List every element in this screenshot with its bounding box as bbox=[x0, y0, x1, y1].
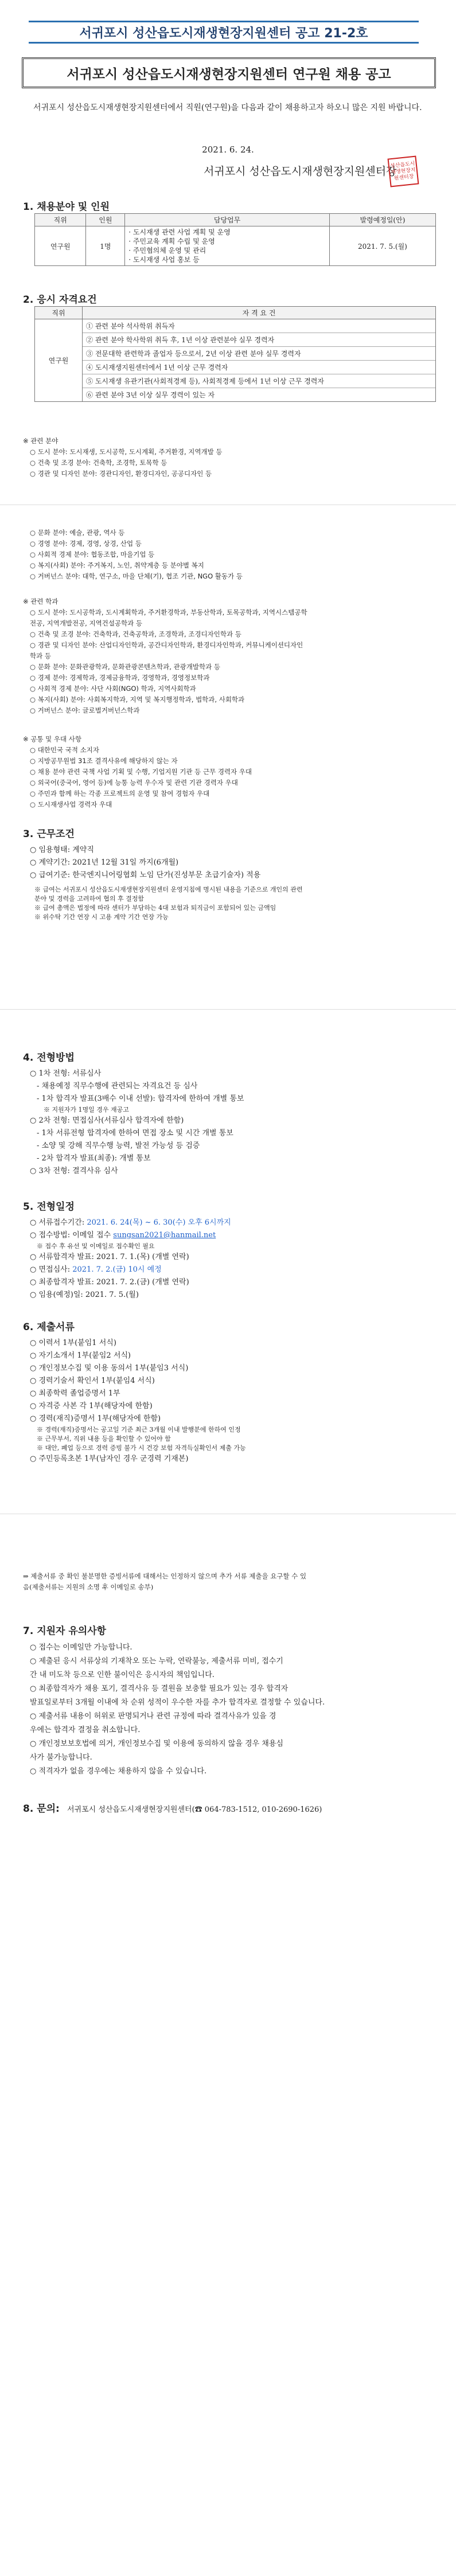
list-item: ○ 채용 분야 관련 국책 사업 기획 및 수행, 기업지원 기관 등 근무 경력자 우대 bbox=[30, 768, 252, 776]
section-7-title: 7. 지원자 유의사항 bbox=[23, 1625, 107, 1637]
list-item: ○ 개인정보보호법에 의거, 개인정보수집 및 이용에 동의하지 않을 경우 채용심 bbox=[30, 1740, 283, 1748]
notice-date: 2021. 6. 24. bbox=[202, 144, 254, 155]
list-item: 우에는 합격자 결정을 취소합니다. bbox=[30, 1726, 141, 1734]
list-item: ○ 문화 분야: 예술, 관광, 역사 등 bbox=[30, 529, 125, 537]
note-item: ※ 대안, 폐업 등으로 경력 증빙 불가 시 건강 보험 자격득실확인서 제출 가능 bbox=[37, 1444, 246, 1452]
list-item: ○ 외국어(중국어, 영어 등)에 능통 능력 우수자 및 관련 기관 경력자 우대 bbox=[30, 779, 238, 787]
requirement-item: ③ 전문대학 관련학과 졸업자 등으로서, 2년 이상 관련 분야 실무 경력자 bbox=[83, 347, 435, 361]
list-item: 전공, 지역개발전공, 지역건설공학과 등 bbox=[30, 619, 143, 627]
section-3-title: 3. 근무조건 bbox=[23, 828, 75, 840]
list-item: ○ 최종합격자가 채용 포기, 결격사유 등 결원을 보충할 필요가 있는 경우 합격자 bbox=[30, 1684, 289, 1693]
notice-line: 음(제출서류는 지원의 소명 후 이메일로 송부) bbox=[23, 1583, 154, 1591]
list-item: ○ 건축 및 조경 분야: 건축학과, 건축공학과, 조경학과, 조경디자인학과 등 bbox=[30, 630, 241, 638]
list-item: ○ 경영 분야: 경제, 경영, 상경, 산업 등 bbox=[30, 540, 142, 548]
note-item: 분야 및 경력을 고려하여 협의 후 결정함 bbox=[34, 895, 144, 902]
position-cell: 연구원 bbox=[35, 319, 83, 402]
requirement-item: ④ 도시재생지원센터에서 1년 이상 근무 경력자 bbox=[83, 361, 435, 374]
list-item: ○ 경관 및 디자인 분야: 경관디자인, 환경디자인, 공공디자인 등 bbox=[30, 470, 212, 478]
list-item: ○ 임용형태: 계약직 bbox=[30, 846, 94, 854]
duty-item: · 주민교육 계획 수립 및 운영 bbox=[128, 237, 215, 245]
list-item: 사가 불가능합니다. bbox=[30, 1753, 92, 1762]
duties-cell bbox=[125, 226, 330, 266]
list-item: ○ 주민등록초본 1부(남자인 경우 군경력 기재본) bbox=[30, 1455, 189, 1463]
list-item: 간 내 미도착 등으로 인한 불이익은 응시자의 책임입니다. bbox=[30, 1671, 215, 1679]
list-item: ○ 경관 및 디자인 분야: 산업디자인학과, 공간디자인학과, 환경디자인학과, 커뮤니케이션디자인 bbox=[30, 641, 303, 649]
requirement-item: ⑥ 관련 분야 3년 이상 실무 경력이 있는 자 bbox=[86, 391, 215, 399]
list-item: ○ 계약기간: 2021년 12월 31일 까지(6개월) bbox=[30, 858, 179, 867]
list-item: ○ 제출서류 내용이 허위로 판명되거나 관련 규정에 따라 결격사유가 있을 경 bbox=[30, 1712, 276, 1721]
documents-notice bbox=[23, 1571, 436, 1593]
list-item: ○ 사회적 경제 분야: 사단 사회(NGO) 학과, 지역사회학과 bbox=[30, 685, 196, 693]
list-item: ○ 제출된 응시 서류상의 기재착오 또는 누락, 연락불능, 제출서류 미비, 접수기 bbox=[30, 1657, 283, 1666]
applicant-notes bbox=[23, 1641, 436, 1778]
list-item: ○ 복지(사회) 분야: 사회복지학과, 지역 및 복지행정학과, 법학과, 사회학과 bbox=[30, 695, 245, 703]
list-item: ○ 건축 및 조경 분야: 건축학, 조경학, 토목학 등 bbox=[30, 459, 167, 467]
list-item: ○ 도시재생사업 경력자 우대 bbox=[30, 800, 112, 808]
list-item: - 2차 합격자 발표(최종): 개별 통보 bbox=[37, 1154, 151, 1163]
list-item: - 1차 합격자 발표(3배수 이내 선발): 합격자에 한하여 개별 통보 bbox=[37, 1094, 244, 1103]
selection-method bbox=[23, 1068, 436, 1178]
list-item: ○ 서류합격자 발표: 2021. 7. 1.(목) (개별 연락) bbox=[30, 1253, 189, 1261]
list-item: ○ 도시 분야: 도시재생, 도시공학, 도시계획, 주거환경, 지역개발 등 bbox=[30, 448, 223, 456]
contact-text: 서귀포시 성산읍도시재생현장지원센터(☎ 064-783-1512, 010-2690-1626) bbox=[67, 1805, 322, 1814]
list-item: ○ 임용(예정)일: 2021. 7. 5.(월) bbox=[30, 1291, 139, 1299]
list-item: ○ 서류접수기간: 2021. 6. 24(목) ~ 6. 30(수) 오후 6시까지 bbox=[30, 1218, 231, 1227]
position-cell: 연구원 bbox=[35, 226, 86, 266]
list-item: ○ 면접심사: 2021. 7. 2.(금) 10시 예정 bbox=[30, 1265, 162, 1274]
table-header: 담당업무 bbox=[125, 214, 330, 226]
email-link[interactable]: sungsan2021@hanmail.net bbox=[113, 1231, 216, 1240]
list-item: ○ 급여기준: 한국엔지니어링협회 노임 단가(진성부문 초급기술자) 적용 bbox=[30, 871, 261, 879]
related-fields-continued bbox=[23, 527, 436, 582]
page-title: 서귀포시 성산읍도시재생현장지원센터 연구원 채용 공고 bbox=[22, 57, 436, 88]
list-item: 학과 등 bbox=[30, 652, 51, 660]
seal-stamp: 성산읍도시재생현장지원센터장 bbox=[388, 156, 419, 187]
start-date-cell: 2021. 7. 5.(월) bbox=[329, 226, 435, 266]
section-8-title: 8. 문의: bbox=[23, 1803, 60, 1815]
list-item: ○ 대한민국 국적 소지자 bbox=[30, 746, 99, 754]
list-item: ○ 자기소개서 1부(붙임2 서식) bbox=[30, 1351, 131, 1360]
note-item: ※ 위수탁 기간 연장 시 고용 계약 기간 연장 가능 bbox=[34, 913, 169, 921]
note-item: ※ 경력(재직)증명서는 공고일 기준 최근 3개월 이내 발행분에 한하여 인정 bbox=[37, 1426, 241, 1433]
note-item: ※ 접수 후 유선 및 이메일로 접수확인 필요 bbox=[37, 1242, 155, 1250]
requirements-table bbox=[34, 306, 436, 402]
list-heading: ※ 공통 및 우대 사항 bbox=[23, 735, 82, 743]
list-item: ○ 2차 전형: 면접심사(서류심사 합격자에 한함) bbox=[30, 1116, 184, 1125]
common-preferences bbox=[23, 734, 436, 810]
count-cell: 1명 bbox=[86, 226, 125, 266]
list-item: ○ 문화 분야: 문화관광학과, 문화관광콘텐츠학과, 관광개발학과 등 bbox=[30, 663, 220, 671]
positions-table bbox=[34, 213, 436, 266]
requirement-item: ② 관련 분야 학사학위 취득 후, 1년 이상 관련분야 실무 경력자 bbox=[83, 333, 435, 347]
list-item: ○ 적격자가 없을 경우에는 채용하지 않을 수 있습니다. bbox=[30, 1767, 207, 1776]
list-item: ○ 접수방법: 이메일 접수 sungsan2021@hanmail.net bbox=[30, 1231, 216, 1240]
related-majors bbox=[23, 596, 436, 716]
notice-line: ⇒ 제출서류 중 확인 불분명한 증빙서류에 대해서는 인정하지 않으며 추가 서류 제출을 요구할 수 있 bbox=[23, 1572, 307, 1580]
note-item: ※ 지원자가 1명일 경우 재공고 bbox=[44, 1106, 129, 1113]
intro-text: 서귀포시 성산읍도시재생현장지원센터에서 직원(연구원)을 다음과 같이 채용하고자 하오니 많은 지원 바랍니다. bbox=[33, 103, 422, 112]
list-item: ○ 지방공무원법 31조 결격사유에 해당하지 않는 자 bbox=[30, 757, 178, 765]
list-item: ○ 1차 전형: 서류심사 bbox=[30, 1069, 102, 1078]
list-item: ○ 이력서 1부(붙임1 서식) bbox=[30, 1339, 116, 1347]
duty-item: · 도시재생 관련 사업 계획 및 운영 bbox=[128, 228, 231, 236]
list-item: ○ 경제 분야: 경제학과, 경제금융학과, 경영학과, 경영정보학과 bbox=[30, 674, 210, 682]
note-item: ※ 급여는 서귀포시 성산읍도시재생현장지원센터 운영지침에 명시된 내용을 기준으로 개인의 관련 bbox=[34, 886, 303, 893]
note-item: ※ 급여 총액은 법정에 따라 센터가 부담하는 4대 보험과 퇴직금이 포함되어 있는 금액임 bbox=[34, 904, 276, 912]
schedule bbox=[23, 1217, 436, 1301]
requirements-cell bbox=[83, 319, 436, 402]
contact bbox=[23, 1800, 436, 1815]
page-divider bbox=[0, 1009, 456, 1010]
section-2-title: 2. 응시 자격요건 bbox=[23, 294, 97, 306]
requirement-item: ① 관련 분야 석사학위 취득자 bbox=[83, 319, 435, 333]
list-item: ○ 사회적 경제 분야: 협동조합, 마을기업 등 bbox=[30, 550, 155, 558]
list-item: ○ 복지(사회) 분야: 주거복지, 노인, 취약계층 등 분야별 복지 bbox=[30, 561, 204, 569]
table-header: 직위 bbox=[35, 307, 83, 319]
list-item: ○ 최종학력 졸업증명서 1부 bbox=[30, 1389, 120, 1398]
list-item: ○ 거버넌스 분야: 대학, 연구소, 마을 단체(기), 협조 기관, NGO 활동가 등 bbox=[30, 572, 243, 580]
requirement-item: ⑤ 도시재생 유관기관(사회적경제 등), 사회적경제 등에서 1년 이상 근무 경력자 bbox=[83, 374, 435, 388]
table-header: 자 격 요 건 bbox=[83, 307, 436, 319]
list-item: ○ 경력(재직)증명서 1부(해당자에 한함) bbox=[30, 1414, 161, 1423]
list-item: ○ 접수는 이메일만 가능합니다. bbox=[30, 1643, 132, 1652]
list-item: ○ 3차 전형: 결격사유 심사 bbox=[30, 1167, 118, 1175]
list-item: ○ 최종합격자 발표: 2021. 7. 2.(금) (개별 연락) bbox=[30, 1278, 189, 1287]
work-conditions bbox=[23, 844, 436, 922]
list-item: ○ 도시 분야: 도시공학과, 도시계획학과, 주거환경학과, 부동산학과, 토목공학과, 지역시스템공학 bbox=[30, 608, 307, 616]
list-heading: ※ 관련 학과 bbox=[23, 597, 59, 605]
list-item: ○ 개인정보수집 및 이용 동의서 1부(붙임3 서식) bbox=[30, 1364, 189, 1373]
related-fields bbox=[23, 436, 436, 479]
list-item: - 1차 서류전형 합격자에 한하여 면접 장소 및 시간 개별 통보 bbox=[37, 1129, 233, 1137]
duty-item: · 주민협의체 운영 및 관리 bbox=[128, 247, 206, 255]
list-item: 발표일로부터 3개월 이내에 차 순위 성적이 우수한 자를 추가 합격자로 결정할 수 있습니다. bbox=[30, 1698, 325, 1707]
note-item: ※ 근무부서, 직위 내용 등을 확인할 수 있어야 함 bbox=[37, 1435, 171, 1443]
section-4-title: 4. 전형방법 bbox=[23, 1052, 75, 1064]
table-header: 발령예정일(안) bbox=[329, 214, 435, 226]
section-1-title: 1. 채용분야 및 인원 bbox=[23, 201, 110, 213]
section-5-title: 5. 전형일정 bbox=[23, 1201, 75, 1213]
notice-number: 서귀포시 성산읍도시재생현장지원센터 공고 21-2호 bbox=[29, 21, 419, 44]
list-item: ○ 경력기술서 확인서 1부(붙임4 서식) bbox=[30, 1377, 155, 1385]
list-item: ○ 자격증 사본 각 1부(해당자에 한함) bbox=[30, 1402, 153, 1410]
table-header: 인원 bbox=[86, 214, 125, 226]
list-item: ○ 주민과 함께 하는 각종 프로젝트의 운영 및 참여 경험자 우대 bbox=[30, 789, 210, 798]
list-item: ○ 거버넌스 분야: 글로벌거버넌스학과 bbox=[30, 706, 140, 714]
required-documents bbox=[23, 1337, 436, 1465]
list-item: - 채용예정 직무수행에 관련되는 자격요건 등 심사 bbox=[37, 1082, 198, 1090]
table-header: 직위 bbox=[35, 214, 86, 226]
organization-name: 서귀포시 성산읍도시재생현장지원센터장 bbox=[204, 165, 397, 178]
section-6-title: 6. 제출서류 bbox=[23, 1322, 75, 1333]
duty-item: · 도시재생 사업 홍보 등 bbox=[128, 256, 200, 264]
list-heading: ※ 관련 분야 bbox=[23, 437, 59, 445]
list-item: - 소양 및 강해 직무수행 능력, 발전 가능성 등 검증 bbox=[37, 1142, 200, 1150]
